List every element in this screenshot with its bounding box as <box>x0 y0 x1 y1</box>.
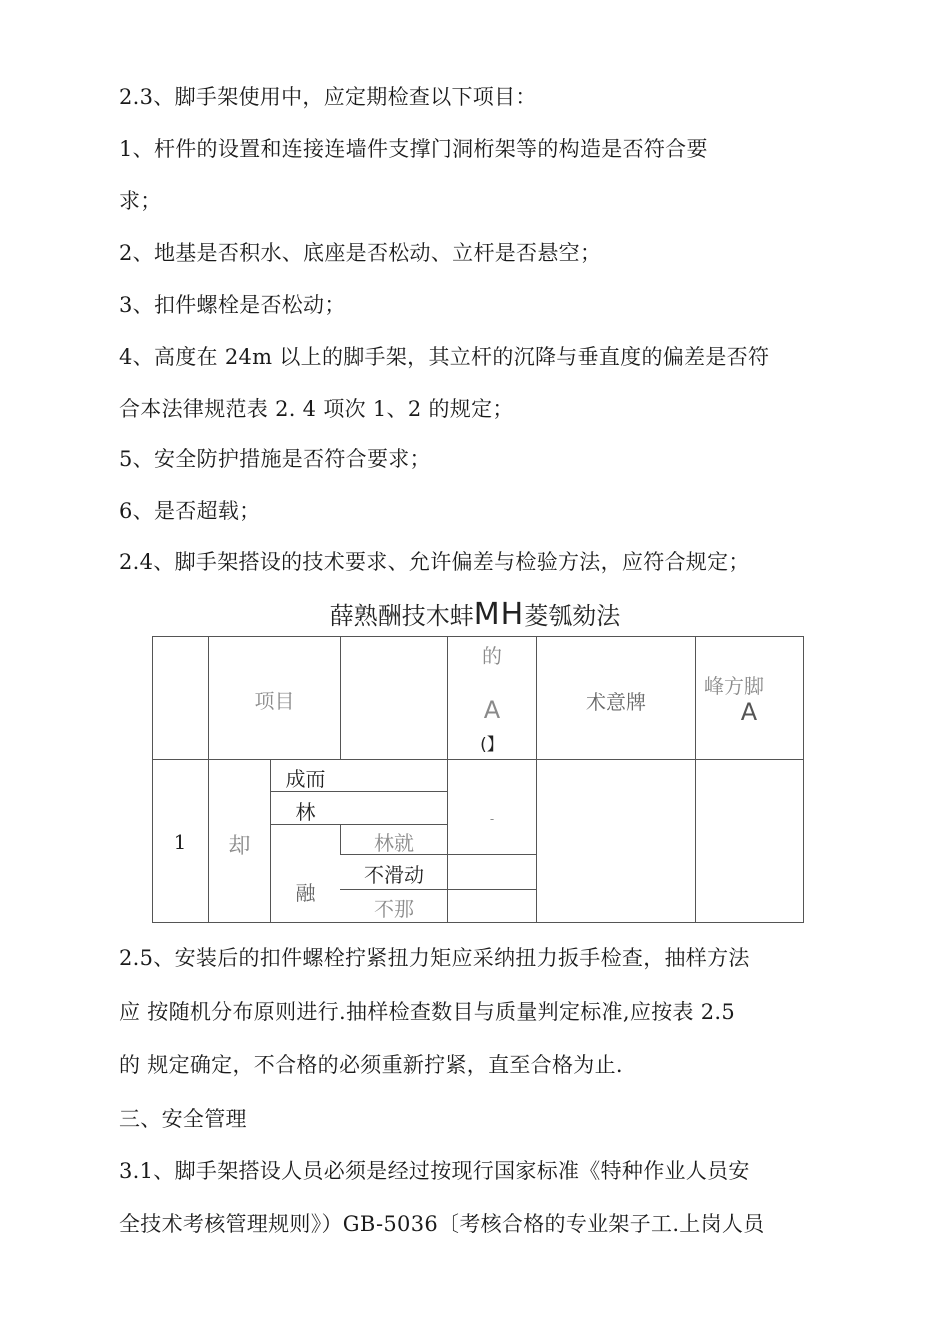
sub-item-f: 不那 <box>374 897 414 921</box>
text-line: 的 规定确定，不合格的必须重新拧紧，直至合格为止. <box>119 1053 623 1077</box>
row-number: 1 <box>173 830 187 854</box>
row-item: 却 <box>228 834 251 859</box>
header-col6-bot: A <box>740 698 758 726</box>
sub-item-b: 林 <box>295 800 316 824</box>
header-col4-top: 的 <box>482 644 502 668</box>
header-item: 项目 <box>254 689 295 713</box>
section-heading: 三、安全管理 <box>119 1107 247 1131</box>
spec-table <box>152 636 804 923</box>
sub-item-d: 融 <box>295 881 316 905</box>
caption-part-2: MH <box>473 597 525 632</box>
text-line: 合本法律规范表 2. 4 项次 1、2 的规定； <box>119 397 514 421</box>
header-col5: 术意牌 <box>586 690 646 714</box>
text-line: 4、高度在 24m 以上的脚手架，其立杆的沉降与垂直度的偏差是否符 <box>119 345 770 369</box>
header-col4-mid: A <box>483 696 501 724</box>
text-line: 2.3、脚手架使用中，应定期检查以下项目： <box>119 85 537 109</box>
dash-mark: - <box>489 812 495 826</box>
sub-item-e: 不滑动 <box>364 863 424 887</box>
text-line: 2、地基是否积水、底座是否松动、立杆是否悬空； <box>119 241 602 265</box>
text-line: 3.1、脚手架搭设人员必须是经过按现行国家标准《特种作业人员安 <box>119 1159 750 1183</box>
sub-item-a: 成而 <box>285 767 326 791</box>
text-line: 2.5、安装后的扣件螺栓拧紧扭力矩应采纳扭力扳手检查，抽样方法 <box>119 946 750 970</box>
text-line: 求； <box>119 189 162 213</box>
text-line: 2.4、脚手架搭设的技术要求、允许偏差与检验方法，应符合规定； <box>119 550 750 574</box>
table-caption <box>0 598 950 633</box>
text-line: 应 按随机分布原则进行.抽样检查数目与质量判定标准,应按表 2.5 <box>119 1000 735 1024</box>
text-line: 6、是否超载； <box>119 499 261 523</box>
caption-part-1: 薛熟酬技木蚌 <box>329 602 474 630</box>
text-line: 5、安全防护措施是否符合要求； <box>119 447 431 471</box>
header-col6-top: 峰方脚 <box>704 674 764 698</box>
header-col4-bot: (】 <box>480 735 504 755</box>
text-line: 全技术考核管理规则》）GB-5036〔考核合格的专业架子工.上岗人员 <box>119 1212 765 1236</box>
sub-item-c: 林就 <box>374 831 414 855</box>
text-line: 3、扣件螺栓是否松动； <box>119 293 346 317</box>
text-line: 1、杆件的设置和连接连墙件支撑门洞桁架等的构造是否符合要 <box>119 137 708 161</box>
caption-part-3: 菱瓠劾法 <box>524 602 621 630</box>
